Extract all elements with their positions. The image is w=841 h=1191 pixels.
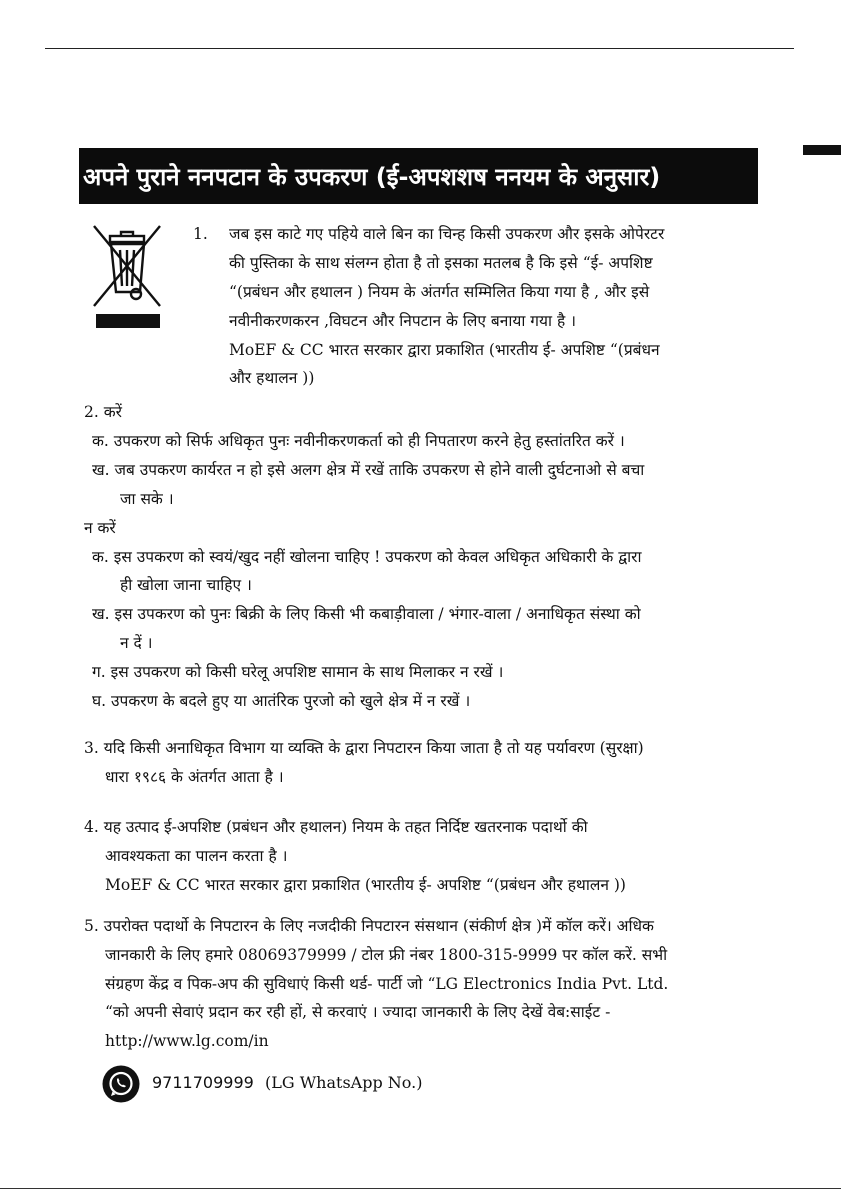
whatsapp-icon bbox=[102, 1065, 140, 1103]
item-1-number: 1. bbox=[193, 225, 208, 243]
donts-line: ख. इस उपकरण को पुनः बिक्री के लिए किसी भी कबाड़ीवाला / भंगार-वाला / अनाधिकृत संस्था को bbox=[92, 605, 641, 623]
item-4-line: MoEF & CC भारत सरकार द्वारा प्रकाशित (भारतीय ई- अपशिष्ट “(प्रबंधन और हथालन )) bbox=[105, 876, 626, 894]
donts-line: ही खोला जाना चाहिए । bbox=[120, 576, 252, 594]
donts-line: ग. इस उपकरण को किसी घरेलू अपशिष्ट सामान के साथ मिलाकर न रखें । bbox=[92, 663, 504, 681]
item-5-line: 5. उपरोक्त पदार्थो के निपटारन के लिए नजदीकी निपटारन संसथान (संकीर्ण क्षेत्र )में कॉल करें। अधिक bbox=[84, 917, 654, 935]
item-1-line: “(प्रबंधन और हथालन ) नियम के अंतर्गत सम्मिलित किया गया है , और इसे bbox=[229, 283, 650, 301]
whatsapp-label: (LG WhatsApp No.) bbox=[265, 1073, 423, 1092]
website-url[interactable]: http://www.lg.com/in bbox=[105, 1032, 269, 1050]
top-rule bbox=[45, 48, 794, 49]
crossed-out-wheelie-bin-icon bbox=[90, 222, 164, 330]
donts-line: घ. उपकरण के बदले हुए या आतंरिक पुरजो को खुले क्षेत्र में न रखें । bbox=[92, 692, 471, 710]
donts-line: क. इस उपकरण को स्वयं/खुद नहीं खोलना चाहिए ! उपकरण को केवल अधिकृत अधिकारी के द्वारा bbox=[92, 548, 642, 566]
item-5-line: संग्रहण केंद्र व पिक-अप की सुविधाएं किसी थर्ड- पार्टी जो “LG Electronics India Pvt. Ltd. bbox=[105, 975, 669, 993]
item-3-line: 3. यदि किसी अनाधिकृत विभाग या व्यक्ति के द्वारा निपटारन किया जाता है तो यह पर्यावरण (सुरक्षा) bbox=[84, 739, 644, 757]
whatsapp-number: 9711709999 bbox=[152, 1073, 254, 1092]
item-1-line: की पुस्तिका के साथ संलग्न होता है तो इसका मतलब है कि इसे “ई- अपशिष्ट bbox=[229, 254, 653, 272]
dos-line: क. उपकरण को सिर्फ अधिकृत पुनः नवीनीकरणकर्ता को ही निपतारण करने हेतु हस्तांतरित करें । bbox=[92, 432, 625, 450]
dos-line: ख. जब उपकरण कार्यरत न हो इसे अलग क्षेत्र में रखें ताकि उपकरण से होने वाली दुर्घटनाओ से बचा bbox=[92, 461, 645, 479]
item-1-line: और हथालन )) bbox=[229, 369, 315, 387]
item-3-line: धारा १९८६ के अंतर्गत आता है । bbox=[105, 768, 284, 786]
donts-line: न दें । bbox=[120, 634, 153, 652]
item-1-line: जब इस काटे गए पहिये वाले बिन का चिन्ह किसी उपकरण और इसके ओपेरटर bbox=[229, 225, 665, 243]
dos-line: जा सके । bbox=[120, 490, 174, 508]
item-4-line: 4. यह उत्पाद ई-अपशिष्ट (प्रबंधन और हथालन) नियम के तहत निर्दिष्ट खतरनाक पदार्थो की bbox=[84, 818, 588, 836]
item-4-line: आवश्यकता का पालन करता है । bbox=[105, 847, 288, 865]
side-tab-marker bbox=[803, 145, 841, 155]
donts-heading: न करें bbox=[84, 519, 116, 537]
item-5-line: जानकारी के लिए हमारे 08069379999 / टोल फ्री नंबर 1800-315-9999 पर कॉल करें. सभी bbox=[105, 946, 668, 964]
dos-heading: 2. करें bbox=[84, 403, 122, 421]
item-1-line: MoEF & CC भारत सरकार द्वारा प्रकाशित (भारतीय ई- अपशिष्ट “(प्रबंधन bbox=[229, 341, 660, 359]
page-title: अपने पुराने ननपटान के उपकरण (ई-अपशशष ननयम के अनुसार) bbox=[79, 148, 758, 204]
bottom-rule bbox=[0, 1188, 841, 1189]
item-1-line: नवीनीकरणकरन ,विघटन और निपटान के लिए बनाया गया है । bbox=[229, 312, 576, 330]
item-5-line: “को अपनी सेवाएं प्रदान कर रही हों, से करवाएं । ज्यादा जानकारी के लिए देखें वेब:साईट - bbox=[105, 1003, 611, 1021]
